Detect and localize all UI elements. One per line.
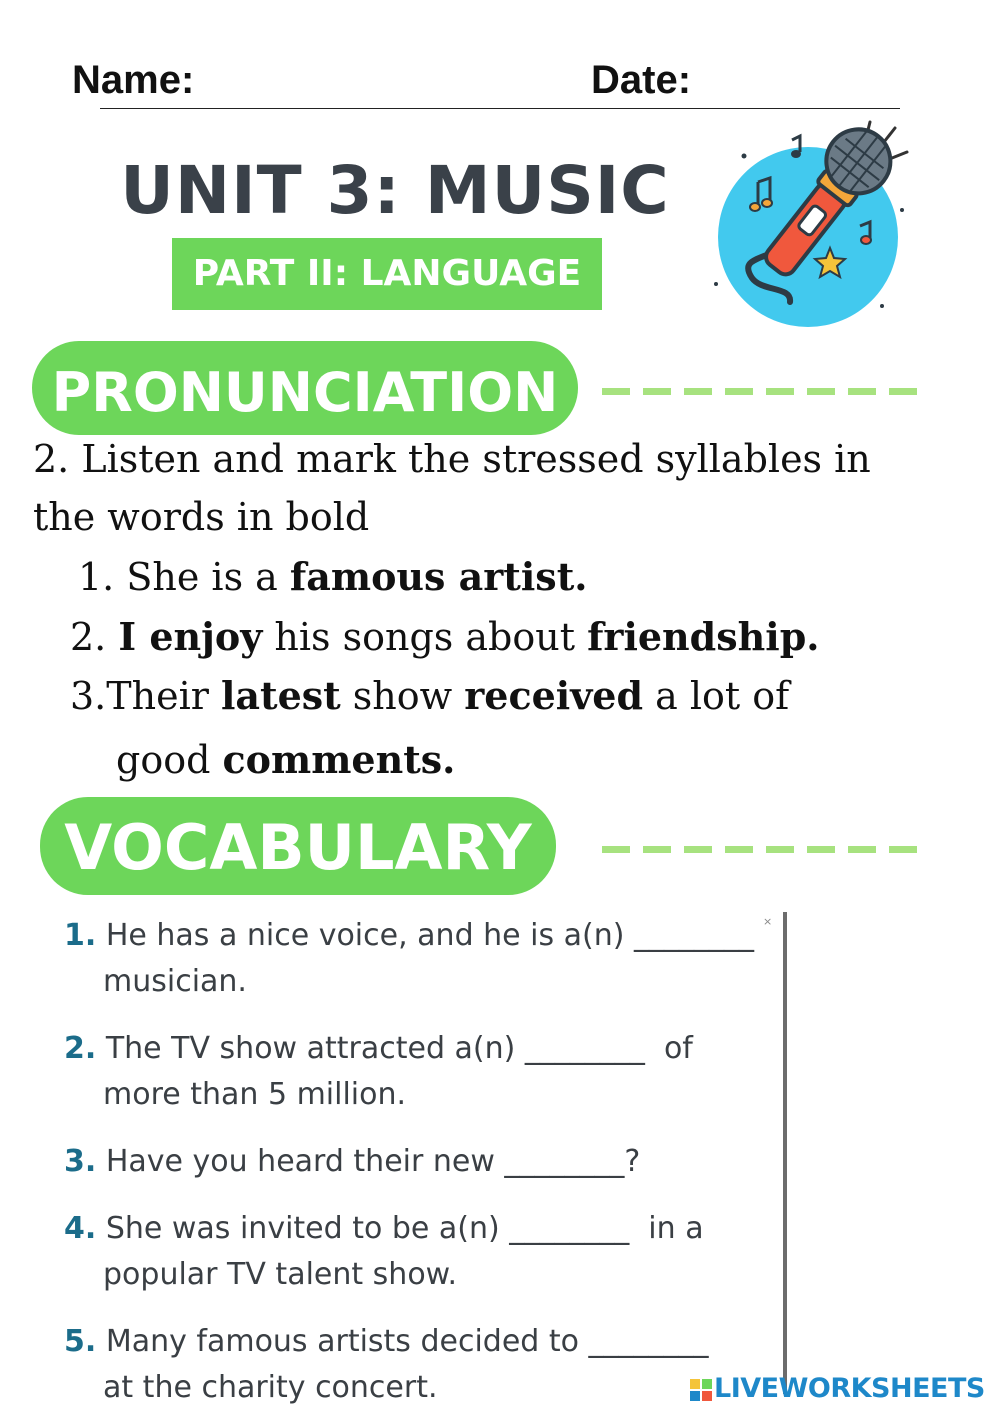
item-text: Their [106, 674, 221, 718]
bold-words: famous artist. [289, 554, 588, 599]
vocabulary-heading-pill [40, 797, 556, 895]
name-date-line [100, 108, 900, 109]
bold-words: friendship. [587, 614, 820, 659]
item-text: Many famous artists decided to ________ [105, 1324, 709, 1359]
vocab-item-2-line-2: more than 5 million. [103, 1077, 407, 1112]
item-text: The TV show attracted a(n) ________ of [105, 1031, 693, 1066]
item-number: 2. [70, 615, 107, 659]
pronunciation-heading-pill [32, 341, 578, 435]
part-label: PART II: LANGUAGE [192, 253, 582, 294]
pronunciation-item-1 [78, 554, 587, 599]
item-text: show [340, 674, 465, 718]
item-text: Have you heard their new ________? [105, 1144, 641, 1179]
item-text: a lot of [643, 674, 790, 718]
bold-words: I enjoy [118, 614, 263, 659]
pronunciation-item-3 [70, 673, 789, 718]
vocab-item-5 [64, 1324, 709, 1359]
bold-words: latest [220, 673, 341, 718]
dashed-divider [602, 846, 922, 853]
music-note-icon [750, 178, 772, 211]
pronunciation-item-2 [70, 614, 820, 659]
star-icon [815, 248, 845, 277]
item-text: He has a nice voice, and he is a(n) ________ [105, 918, 754, 953]
item-number: 3. [70, 674, 107, 718]
pronunciation-item-3-continued [116, 737, 455, 782]
pronunciation-heading: PRONUNCIATION [51, 361, 559, 424]
item-text: She was invited to be a(n) ________ in a [105, 1211, 704, 1246]
vocab-item-3 [64, 1144, 640, 1179]
name-label: Name: [72, 58, 195, 102]
item-number: 2. [64, 1031, 97, 1066]
bold-words: comments. [222, 737, 456, 782]
item-text: She is a [114, 555, 290, 599]
item-number: 5. [64, 1324, 97, 1359]
music-note-icon [860, 222, 871, 244]
instruction-line-1: 2. Listen and mark the stressed syllables in [33, 437, 871, 481]
vocab-item-4-line-2: popular TV talent show. [103, 1257, 457, 1292]
item-number: 4. [64, 1211, 97, 1246]
vocab-item-2 [64, 1031, 693, 1066]
item-number: 1. [64, 918, 97, 953]
item-text: his songs about [262, 615, 588, 659]
vocab-item-5-line-2: at the charity concert. [103, 1370, 438, 1405]
dashed-divider [602, 388, 922, 395]
vocabulary-box-border [783, 912, 787, 1394]
item-number: 1. [78, 555, 115, 599]
vocabulary-heading: VOCABULARY [64, 811, 532, 884]
vocab-item-1-line-2: musician. [103, 964, 247, 999]
unit-title: UNIT 3: MUSIC [120, 152, 670, 229]
date-label: Date: [591, 58, 692, 102]
item-number: 3. [64, 1144, 97, 1179]
liveworksheets-logo-icon [690, 1379, 712, 1401]
item-text: good [116, 738, 223, 782]
vocab-item-1 [64, 918, 754, 953]
item-text [106, 615, 118, 659]
close-icon[interactable]: × [763, 915, 773, 928]
bold-words: received [464, 673, 644, 718]
vocab-item-4 [64, 1211, 704, 1246]
instruction-line-2: the words in bold [33, 495, 370, 539]
microphone-icon [700, 110, 920, 340]
watermark-text: LIVEWORKSHEETS [714, 1373, 985, 1404]
music-note-icon [791, 136, 801, 158]
part-banner [172, 238, 602, 310]
